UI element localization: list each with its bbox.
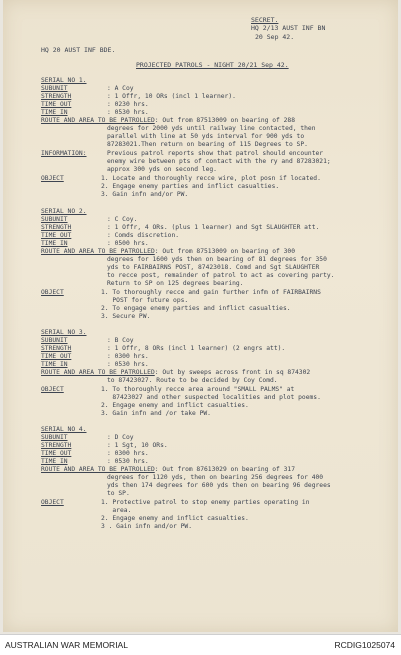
object-item: 2. Engage enemy and inflict casualties. [101, 402, 249, 409]
field-value: 0530 hrs. [114, 109, 149, 116]
route-line: : Out from 87613029 on bearing of 317 [154, 466, 296, 473]
object-item: 2. Engage enemy parties and inflict casualties. [101, 183, 280, 190]
field-label: SUBUNIT [41, 337, 68, 344]
route-label: ROUTE AND AREA TO BE PATROLLED [41, 248, 155, 255]
route-line: yds then 174 degrees for 600 yds then on bearing 96 degrees [107, 482, 331, 489]
object-label: OBJECT [41, 499, 64, 506]
serial-heading: SERIAL NO 4. [41, 426, 87, 433]
route-line: to SP. [107, 490, 130, 497]
field-label: TIME OUT [41, 353, 72, 360]
info-line: enemy wire between pts of contact with the ry and 87283021; [107, 158, 331, 165]
archive-footer [0, 634, 401, 655]
route-line: to 87423027. Route to be decided by Coy Comd. [107, 377, 278, 384]
field-value: 1 Offr, 8 ORs (incl 1 learner) (2 engrs att). [114, 345, 286, 352]
field-value: 0300 hrs. [114, 353, 149, 360]
document-date: 20 Sep 42. [255, 33, 295, 41]
object-item: 2. Engage enemy and inflict casualties. [101, 515, 249, 522]
route-label: ROUTE AND AREA TO BE PATROLLED [41, 369, 155, 376]
route-line: degrees for 1120 yds, then on bearing 256 degrees for 400 [107, 474, 324, 481]
field-value: 0530 hrs. [114, 361, 149, 368]
field-label: TIME IN [41, 361, 68, 368]
route-line: 87283021.Then return on bearing of 115 Degrees to SP. [107, 141, 308, 148]
field-label: TIME IN [41, 240, 68, 247]
field-label: STRENGTH [41, 224, 72, 231]
route-line: parallel with line at 50 yds interval for 900 yds to [107, 133, 305, 140]
field-value: 0230 hrs. [114, 101, 149, 108]
object-item: 3. Gain infn and /or take PW. [101, 410, 211, 417]
field-row: TIME IN : 0530 hrs. [41, 109, 149, 116]
field-label: TIME IN [41, 458, 68, 465]
field-label: STRENGTH [41, 345, 72, 352]
recipient: HQ 20 AUST INF BDE. [41, 46, 116, 54]
field-value: 0500 hrs. [114, 240, 149, 247]
field-label: TIME OUT [41, 450, 72, 457]
field-row: TIME OUT : 0300 hrs. [41, 353, 149, 360]
field-row: SUBUNIT : A Coy [41, 85, 134, 92]
route-line: to recce post, remainder of patrol to act as covering party. [107, 272, 335, 279]
field-value: 1 Offr, 4 ORs. (plus 1 learner) and Sgt SLAUGHTER att. [114, 224, 320, 231]
field-value: C Coy. [114, 216, 138, 223]
field-row: TIME IN : 0530 hrs. [41, 458, 149, 465]
archive-reference: RCDIG1025074 [334, 640, 395, 650]
field-row: TIME OUT : Comds discretion. [41, 232, 180, 239]
info-line: Previous patrol reports show that patrol should encounter [107, 150, 324, 157]
field-label: TIME IN [41, 109, 68, 116]
field-label: STRENGTH [41, 93, 72, 100]
route-line: Return to SP on 125 degrees bearing. [107, 280, 244, 287]
document-title: PROJECTED PATROLS - NIGHT 20/21 Sep 42. [136, 61, 289, 69]
object-item: area. [101, 507, 132, 514]
serial-heading: SERIAL NO 3. [41, 329, 87, 336]
secret-stamp: SECRET. [251, 16, 279, 24]
field-row: SUBUNIT : D Coy [41, 434, 134, 441]
object-item: POST for future ops. [101, 297, 189, 304]
field-row: TIME OUT : 0300 hrs. [41, 450, 149, 457]
object-label: OBJECT [41, 289, 64, 296]
route-line: : Out by sweeps across front in sq 874302 [154, 369, 311, 376]
object-item: 3. Gain infn and/or PW. [101, 191, 189, 198]
field-label: TIME OUT [41, 101, 72, 108]
field-value: 0530 hrs. [114, 458, 149, 465]
field-label: STRENGTH [41, 442, 72, 449]
field-row: STRENGTH : 1 Offr, 4 ORs. (plus 1 learner) and Sgt SLAUGHTER att. [41, 224, 320, 231]
field-row: SUBUNIT : C Coy. [41, 216, 138, 223]
field-value: D Coy [114, 434, 134, 441]
route-line: yds to FAIRBAIRNS POST, 87423018. Comd and Sgt SLAUGHTER [107, 264, 320, 271]
field-value: A Coy [114, 85, 134, 92]
serial-heading: SERIAL NO 2. [41, 208, 87, 215]
field-row: SUBUNIT : B Coy [41, 337, 134, 344]
field-value: 1 Sgt, 10 ORs. [114, 442, 168, 449]
field-value: 0300 hrs. [114, 450, 149, 457]
sender-unit: HQ 2/13 AUST INF BN [251, 24, 326, 32]
route-label: ROUTE AND AREA TO BE PATROLLED [41, 466, 155, 473]
field-value: 1 Offr, 10 ORs (incl 1 learner). [114, 93, 236, 100]
field-label: SUBUNIT [41, 434, 68, 441]
object-item: 1. To thoroughly recce and gain further infm of FAIRBAIRNS [101, 289, 321, 296]
object-item: 87423027 and other suspected localities and plot poems. [101, 394, 321, 401]
field-value: B Coy [114, 337, 134, 344]
object-item: 3 . Gain infn and/or PW. [101, 523, 192, 530]
document-page [3, 0, 398, 632]
info-line: approx 300 yds on second leg. [107, 166, 217, 173]
field-row: TIME OUT : 0230 hrs. [41, 101, 149, 108]
object-item: 1. Protective patrol to stop enemy parties operating in [101, 499, 310, 506]
field-row: STRENGTH : 1 Sgt, 10 ORs. [41, 442, 168, 449]
object-item: 3. Secure PW. [101, 313, 151, 320]
route-line: : Out from 87513009 on bearing of 288 [154, 117, 296, 124]
object-item: 2. To engage enemy parties and inflict casualties. [101, 305, 291, 312]
route-line: degrees for 2000 yds until railway line contacted, then [107, 125, 316, 132]
object-label: OBJECT [41, 386, 64, 393]
route-line: degrees for 1600 yds then on bearing of 81 degrees for 350 [107, 256, 327, 263]
field-value: Comds discretion. [114, 232, 180, 239]
field-row: STRENGTH : 1 Offr, 10 ORs (incl 1 learner). [41, 93, 236, 100]
serial-heading: SERIAL NO 1. [41, 77, 87, 84]
field-label: SUBUNIT [41, 85, 68, 92]
field-label: TIME OUT [41, 232, 72, 239]
object-label: OBJECT [41, 175, 64, 182]
route-line: : Out from 87513009 on bearing of 300 [154, 248, 296, 255]
field-row: TIME IN : 0500 hrs. [41, 240, 149, 247]
object-item: 1. To thoroughly recce area around "SMALL PALMS" at [101, 386, 295, 393]
field-row: STRENGTH : 1 Offr, 8 ORs (incl 1 learner) (2 engrs att). [41, 345, 286, 352]
field-row: TIME IN : 0530 hrs. [41, 361, 149, 368]
archive-name: AUSTRALIAN WAR MEMORIAL [5, 640, 128, 650]
field-label: SUBUNIT [41, 216, 68, 223]
info-label: INFORMATION: [41, 150, 87, 157]
object-item: 1. Locate and thoroughly recce wire, plot posn if located. [101, 175, 321, 182]
route-label: ROUTE AND AREA TO BE PATROLLED [41, 117, 155, 124]
